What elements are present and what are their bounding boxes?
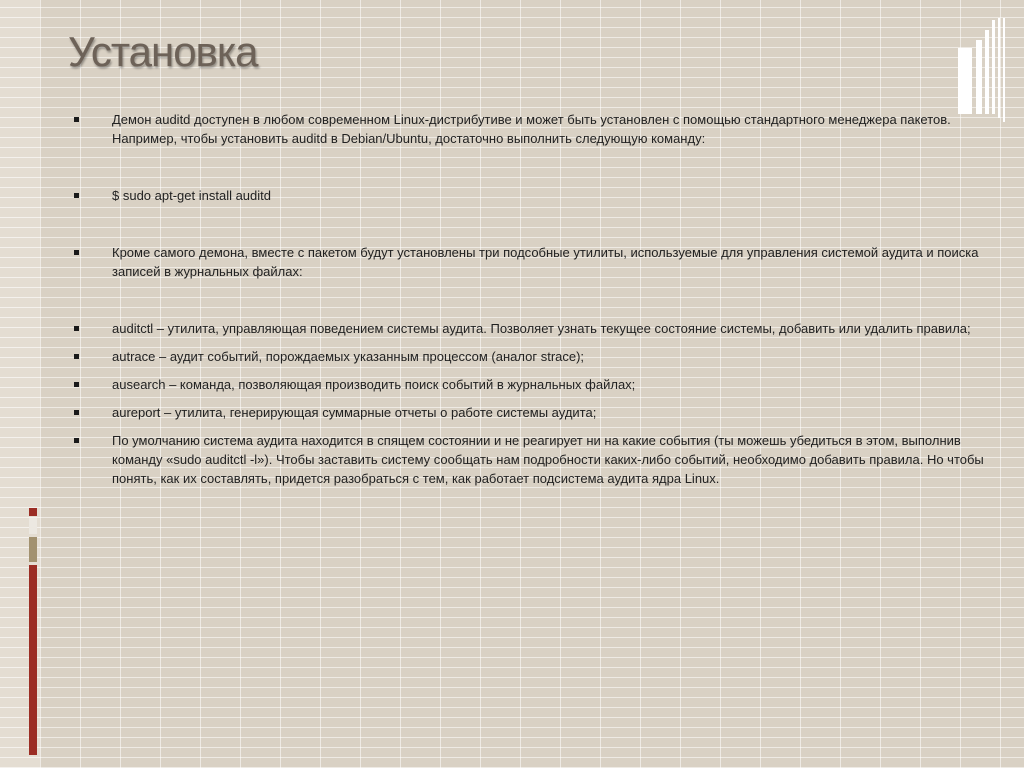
accent-bar-light: [29, 518, 37, 534]
bullet-list: [72, 110, 997, 488]
accent-bar-red-long: [29, 565, 37, 755]
list-item-text: ausearch – команда, позволяющая производить поиск событий в журнальных файлах;: [112, 377, 636, 392]
accent-bar-tan: [29, 537, 37, 562]
square-bullet-icon: [74, 410, 79, 415]
square-bullet-icon: [74, 326, 79, 331]
square-bullet-icon: [74, 438, 79, 443]
list-item: [72, 347, 997, 366]
square-bullet-icon: [74, 193, 79, 198]
square-bullet-icon: [74, 117, 79, 122]
vertical-stripes-decoration-icon: [952, 18, 1024, 122]
list-item: [72, 375, 997, 394]
accent-bar-red-small: [29, 508, 37, 516]
list-item-text: aureport – утилита, генерирующая суммарные отчеты о работе системы аудита;: [112, 405, 597, 420]
square-bullet-icon: [74, 382, 79, 387]
list-item: [72, 186, 997, 205]
side-accent-bars: [29, 0, 37, 768]
list-item: [72, 110, 997, 148]
list-item: [72, 403, 997, 422]
list-item-text: $ sudo apt-get install auditd: [112, 188, 271, 203]
square-bullet-icon: [74, 250, 79, 255]
list-item-text: autrace – аудит событий, порождаемых указанным процессом (аналог strace);: [112, 349, 585, 364]
list-item-text: Демон auditd доступен в любом современном Linux-дистрибутиве и может быть установлен с помощью стандартного менеджера пакетов. Например, чтобы установить auditd в Debian/Ubuntu, достаточно выполнить следующую команду:: [112, 112, 951, 146]
list-item-text: Кроме самого демона, вместе с пакетом будут установлены три подсобные утилиты, используемые для управления системой аудита и поиска записей в журнальных файлах:: [112, 245, 979, 279]
list-item-text: auditctl – утилита, управляющая поведением системы аудита. Позволяет узнать текущее состояние системы, добавить или удалить правила;: [112, 321, 971, 336]
list-item: [72, 319, 997, 338]
list-item: [72, 431, 997, 488]
square-bullet-icon: [74, 354, 79, 359]
list-item: [72, 243, 997, 281]
slide-title: Установка: [68, 28, 258, 75]
list-item-text: По умолчанию система аудита находится в спящем состоянии и не реагирует ни на какие события (ты можешь убедиться в этом, выполнив команду «sudo auditctl -l»). Чтобы заставить систему сообщать нам подробности каких-либо событий, необходимо добавить правила. Но чтобы понять, как их составлять, придется разобраться с тем, как работает подсистема аудита ядра Linux.: [112, 433, 984, 486]
